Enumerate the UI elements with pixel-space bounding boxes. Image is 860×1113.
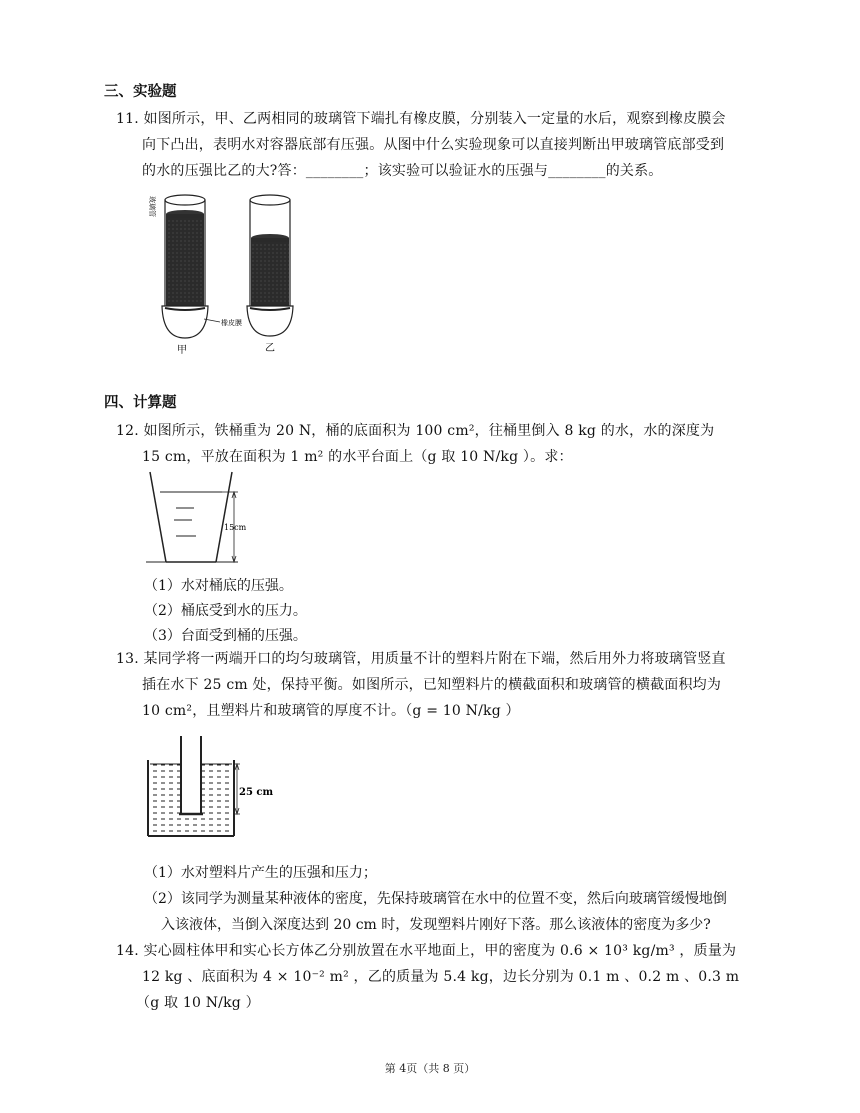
label-yi: 乙 bbox=[265, 343, 275, 354]
q14-line-2: 12 kg 、底面积为 4 × 10⁻² m² ，乙的质量为 5.4 kg，边长分别为 0.1 m 、0.2 m 、0.3 m bbox=[142, 969, 740, 985]
q13-sub-2: （2）该同学为测量某种液体的密度，先保持玻璃管在水中的位置不变，然后向玻璃管缓慢地倒 bbox=[144, 891, 727, 907]
q12-line-1: 12. 如图所示，铁桶重为 20 N，桶的底面积为 100 cm²，往桶里倒入 8 kg 的水，水的深度为 bbox=[116, 423, 715, 439]
q12-sub-2: （2）桶底受到水的压力。 bbox=[144, 603, 307, 619]
q13-sub-2-cont: 入该液体，当倒入深度达到 20 cm 时，发现塑料片刚好下落。那么该液体的密度为多少? bbox=[161, 917, 711, 933]
q13-tube-figure bbox=[144, 732, 284, 842]
q13-sub-1: （1）水对塑料片产生的压强和压力； bbox=[144, 865, 377, 881]
q12-bucket-figure bbox=[146, 468, 266, 568]
membrane-label: 橡皮膜 bbox=[221, 319, 242, 327]
page-footer: 第 4页（共 8 页） bbox=[384, 1062, 476, 1075]
tube-jia bbox=[162, 195, 208, 338]
q13-line-1: 13. 某同学将一两端开口的均匀玻璃管，用质量不计的塑料片附在下端，然后用外力将玻璃管竖直 bbox=[116, 651, 726, 667]
section-title-calculation: 四、计算题 bbox=[104, 394, 177, 411]
section-title-experiment: 三、实验题 bbox=[104, 83, 177, 100]
tube-yi bbox=[247, 195, 293, 336]
q12-sub-1: （1）水对桶底的压强。 bbox=[144, 578, 293, 594]
glass-tube-label: 玻璃管 bbox=[148, 196, 156, 217]
q12-line-2: 15 cm，平放在面积为 1 m² 的水平台面上（g 取 10 N/kg ）。求： bbox=[142, 449, 573, 465]
q13-line-3: 10 cm²，且塑料片和玻璃管的厚度不计。（g = 10 N/kg ） bbox=[142, 703, 520, 719]
bucket-depth-label: 15cm bbox=[224, 523, 247, 532]
q14-line-3: （g 取 10 N/kg ） bbox=[136, 995, 260, 1011]
q11-line-1: 11. 如图所示，甲、乙两相同的玻璃管下端扎有橡皮膜，分别装入一定量的水后，观察到橡皮膜会 bbox=[116, 111, 726, 127]
q13-line-2: 插在水下 25 cm 处，保持平衡。如图所示，已知塑料片的横截面积和玻璃管的横截面积均为 bbox=[142, 677, 722, 693]
tube-depth-label: 25 cm bbox=[239, 787, 274, 798]
q12-sub-3: （3）台面受到桶的压强。 bbox=[144, 628, 307, 644]
q11-line-3: 的水的压强比乙的大?答：________；该实验可以验证水的压强与________的关系。 bbox=[142, 163, 663, 179]
q11-tubes-figure bbox=[140, 188, 340, 358]
q14-line-1: 14. 实心圆柱体甲和实心长方体乙分别放置在水平地面上，甲的密度为 0.6 × 10³ kg/m³ ，质量为 bbox=[116, 943, 737, 959]
q11-line-2: 向下凸出，表明水对容器底部有压强。从图中什么实验现象可以直接判断出甲玻璃管底部受到 bbox=[142, 137, 725, 153]
label-jia: 甲 bbox=[177, 345, 187, 356]
